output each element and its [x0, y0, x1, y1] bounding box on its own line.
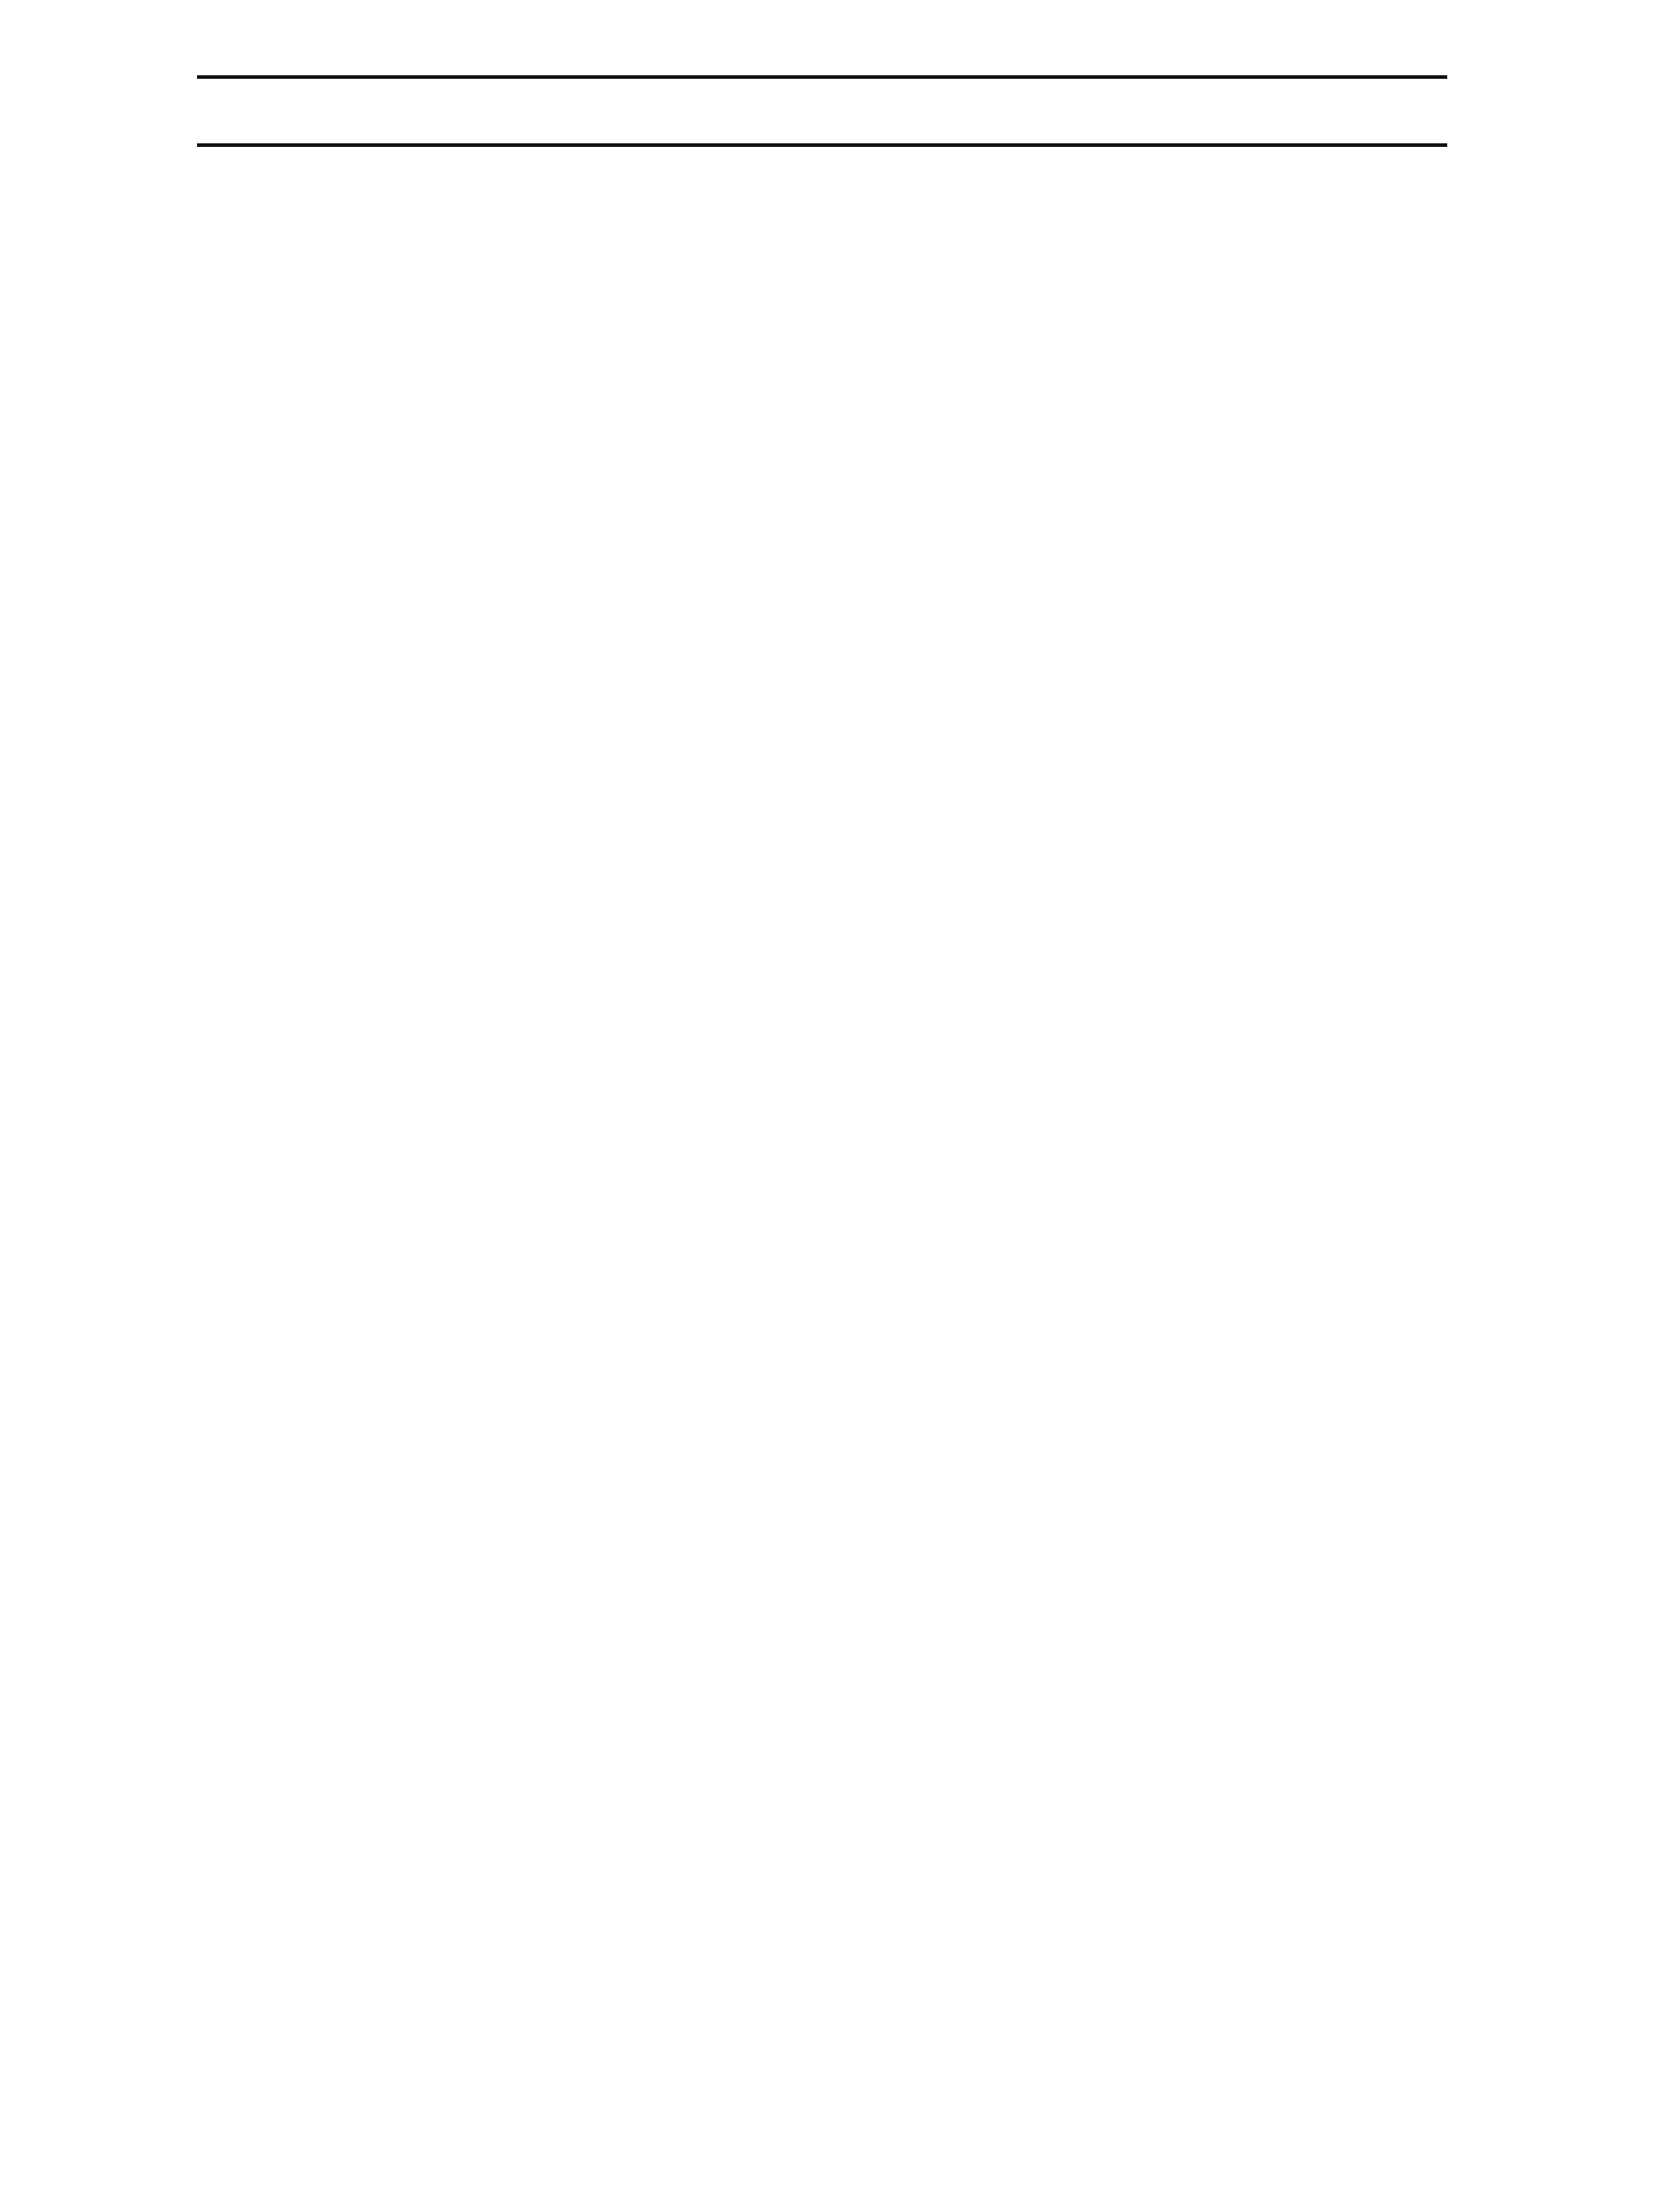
- page-header: [197, 75, 1447, 147]
